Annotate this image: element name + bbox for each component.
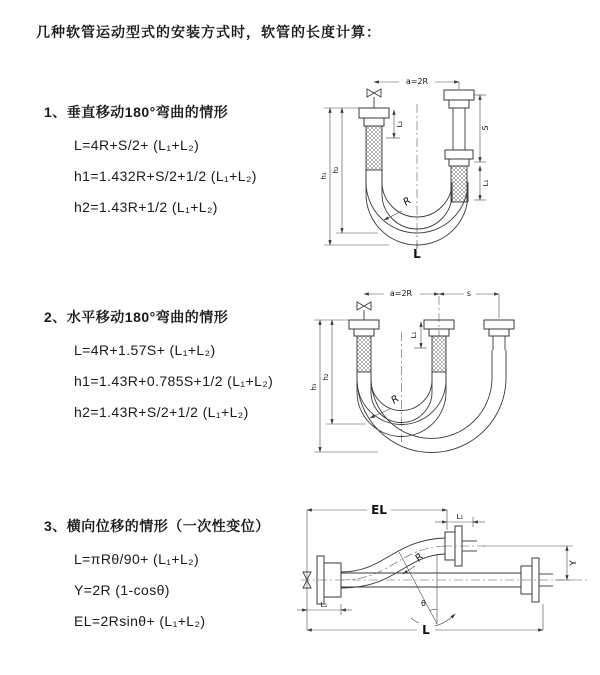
dim-label-l: L: [422, 623, 430, 637]
dim-label-l1: L₁: [456, 513, 464, 521]
dim-label-l1: L₁: [482, 179, 490, 187]
middle-pipe-flange: [424, 320, 454, 372]
dim-label-h1: h₁: [310, 383, 318, 391]
page-title: 几种软管运动型式的安装方式时，软管的长度计算：: [36, 24, 381, 40]
valve-icon: [357, 302, 371, 320]
dim-label-s: S: [481, 125, 490, 131]
dimension-l1-left: [297, 601, 352, 615]
hose-braid: [432, 336, 446, 372]
formula-line: h2=1.43R+1/2 (L₁+L₂): [74, 199, 218, 215]
dimension-l1-right: [474, 166, 490, 200]
dimension-s: [439, 287, 499, 318]
dim-label-l: L: [413, 247, 421, 260]
dimension-l-bottom: [413, 243, 421, 260]
dim-label-h2: h₂: [332, 166, 340, 174]
dim-label-l1: L₁: [396, 120, 404, 128]
dim-label-el: EL: [371, 503, 387, 517]
formula-line: h1=1.43R+0.785S+1/2 (L₁+L₂): [74, 373, 274, 389]
dim-label-l1: L₁: [320, 601, 328, 609]
dimension-a-2r: [374, 75, 459, 89]
formula-line: Y=2R (1-cosθ): [74, 582, 170, 598]
dimension-s: [474, 95, 490, 162]
right-pipe-flange: [444, 90, 474, 202]
left-pipe-flange: [359, 108, 389, 170]
valve-icon: [367, 89, 381, 108]
dimension-y: [483, 546, 579, 580]
formula-line: h2=1.43R+S/2+1/2 (L₁+L₂): [74, 404, 249, 420]
dim-label-a2r: a=2R: [389, 289, 413, 298]
section-3: [44, 516, 319, 637]
angle-label: θ: [421, 599, 426, 608]
diagram-vertical-180-bend: [314, 70, 591, 260]
dim-label-l1: L₁: [410, 331, 418, 339]
angle-theta: [399, 552, 455, 626]
radius-label: R: [389, 393, 402, 407]
dim-label-h2: h₂: [322, 373, 330, 381]
formula-line: L=4R+1.57S+ (L₁+L₂): [74, 342, 216, 358]
formula-line: EL=2Rsinθ+ (L₁+L₂): [74, 613, 206, 629]
hose-u-bend: [357, 350, 506, 453]
formula-line: L=4R+S/2+ (L₁+L₂): [74, 137, 200, 153]
dimension-el: [307, 503, 447, 630]
dim-label-s: s: [466, 289, 472, 298]
section-1: [44, 102, 319, 223]
dim-label-a2r: a=2R: [405, 77, 429, 86]
section-3-heading: 3、横向位移的情形（一次性变位）: [44, 518, 270, 534]
formula-line: L=πRθ/90+ (L₁+L₂): [74, 551, 200, 567]
diagram-horizontal-180-bend: [306, 282, 598, 467]
formula-line: h1=1.432R+S/2+1/2 (L₁+L₂): [74, 168, 257, 184]
dimension-l1-top: [435, 513, 485, 527]
hose-braid: [357, 336, 371, 372]
right-pipe-flange: [484, 320, 514, 350]
dimension-l: [307, 604, 543, 637]
radius-label: R: [401, 195, 414, 209]
hose-braid: [451, 166, 467, 202]
dim-label-h1: h₁: [320, 172, 328, 180]
radius-label: R: [413, 551, 427, 565]
diagram-lateral-displacement: [297, 500, 597, 644]
left-pipe-flange: [349, 320, 379, 372]
dimension-a-2r: [364, 287, 439, 298]
section-2-heading: 2、水平移动180°弯曲的情形: [44, 309, 229, 325]
dim-label-y: Y: [569, 560, 579, 566]
section-2: [44, 307, 319, 428]
hose-braid: [366, 126, 382, 170]
section-1-heading: 1、垂直移动180°弯曲的情形: [44, 104, 229, 120]
